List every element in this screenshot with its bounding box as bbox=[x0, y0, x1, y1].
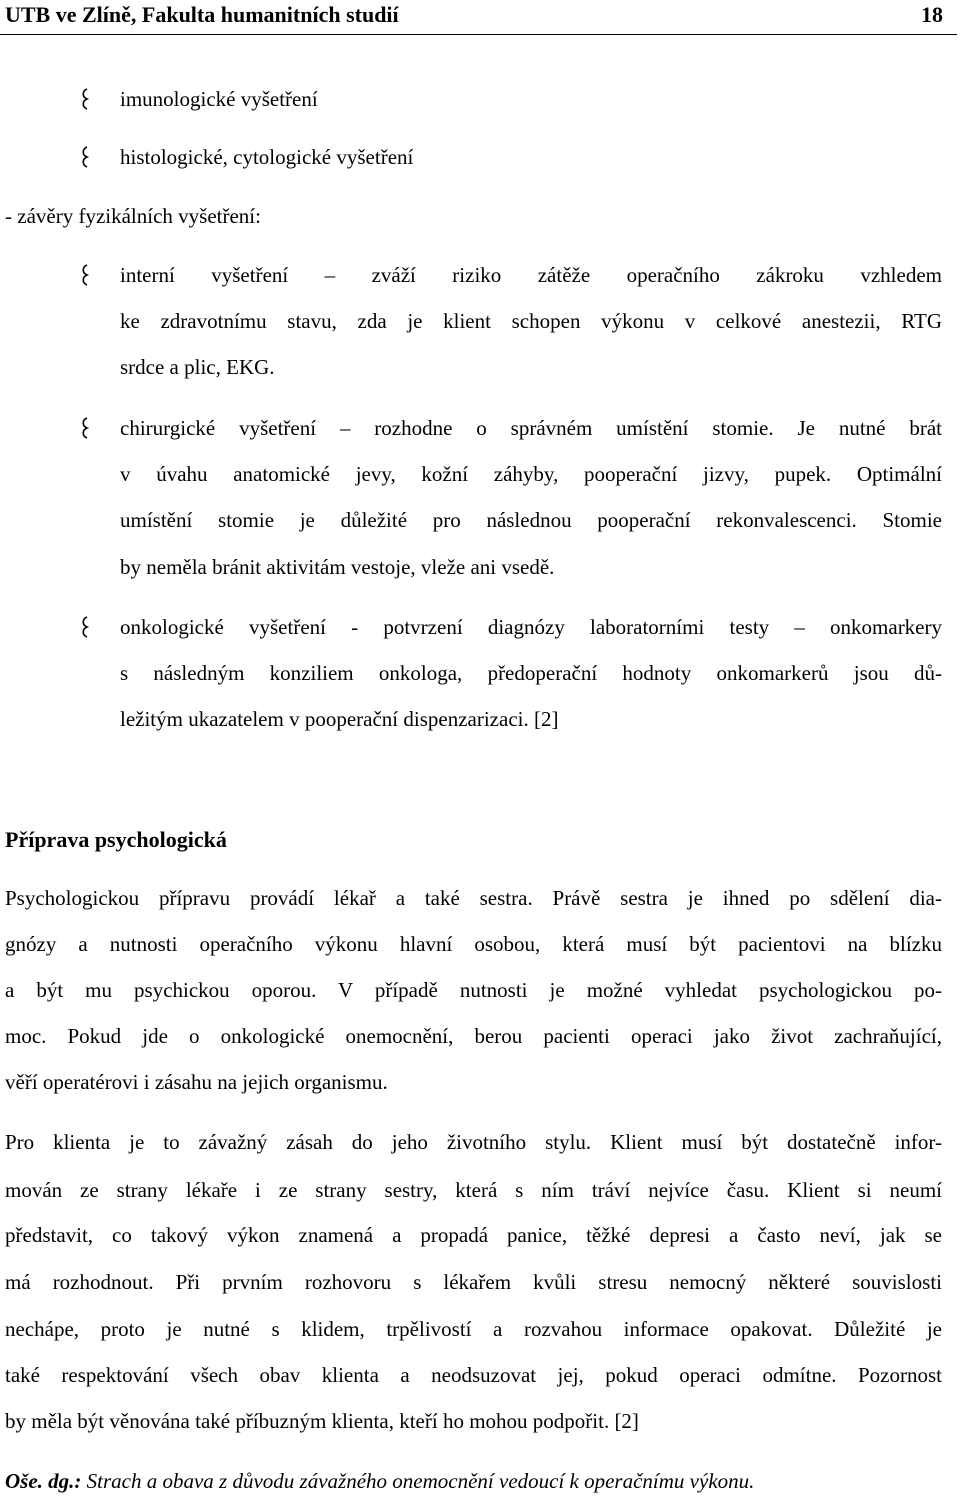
list-item-line: onkologické vyšetření - potvrzení diagnózy laboratorními testy – onkomarkery bbox=[120, 615, 942, 639]
paragraph-line: také respektování všech obav klienta a neodsuzovat jej, pokud operaci odmítne. Pozornost bbox=[5, 1363, 942, 1387]
paragraph-line: a být mu psychickou oporou. V případě nutnosti je možné vyhledat psychologickou po- bbox=[5, 978, 942, 1002]
header-title: UTB ve Zlíně, Fakulta humanitních studií bbox=[5, 2, 399, 27]
list-item-line: chirurgické vyšetření – rozhodne o správném umístění stomie. Je nutné brát bbox=[120, 416, 942, 440]
section-bullet-icon bbox=[78, 415, 92, 441]
page-header bbox=[0, 0, 957, 35]
section-heading: Příprava psychologická bbox=[5, 827, 227, 852]
paragraph-line: gnózy a nutnosti operačního výkonu hlavní osobou, která musí být pacientovi na blízku bbox=[5, 932, 942, 956]
list-item-line: umístění stomie je důležité pro následnou pooperační rekonvalescenci. Stomie bbox=[120, 508, 942, 532]
paragraph-line: by měla být věnována také příbuzným klienta, kteří ho mohou podpořit. [2] bbox=[5, 1409, 639, 1433]
section-bullet-icon bbox=[78, 144, 92, 170]
list-item-line: interní vyšetření – zváží riziko zátěže operačního zákroku vzhledem bbox=[120, 263, 942, 287]
paragraph-line: představit, co takový výkon znamená a propadá panice, těžké depresi a často neví, jak se bbox=[5, 1223, 942, 1247]
list-item-line: ležitým ukazatelem v pooperační dispenzarizaci. [2] bbox=[120, 707, 559, 731]
list-item: histologické, cytologické vyšetření bbox=[120, 145, 414, 169]
list-item-line: v úvahu anatomické jevy, kožní záhyby, pooperační jizvy, pupek. Optimální bbox=[120, 462, 942, 486]
conclusions-intro: - závěry fyzikálních vyšetření: bbox=[5, 204, 261, 228]
list-item-line: srdce a plic, EKG. bbox=[120, 355, 275, 379]
paragraph-line: má rozhodnout. Při prvním rozhovoru s lékařem kvůli stresu nemocný některé souvislosti bbox=[5, 1270, 942, 1294]
paragraph-line: Psychologickou přípravu provádí lékař a také sestra. Právě sestra je ihned po sdělení dia- bbox=[5, 886, 942, 910]
section-bullet-icon bbox=[78, 86, 92, 112]
paragraph-line: nechápe, proto je nutné s klidem, trpělivostí a rozvahou informace opakovat. Důležité je bbox=[5, 1317, 942, 1341]
list-item-line: s následným konziliem onkologa, předoperační hodnoty onkomarkerů jsou dů- bbox=[120, 661, 942, 685]
nursing-diagnosis bbox=[5, 1468, 754, 1494]
list-item: imunologické vyšetření bbox=[120, 87, 318, 111]
section-bullet-icon bbox=[78, 614, 92, 640]
paragraph-line: mován ze strany lékaře i ze strany sestry, která s ním tráví nejvíce času. Klient si neumí bbox=[5, 1178, 942, 1202]
nursing-diagnosis-text: Strach a obava z důvodu závažného onemocnění vedoucí k operačnímu výkonu. bbox=[81, 1469, 755, 1493]
nursing-diagnosis-label: Oše. dg.: bbox=[5, 1469, 82, 1493]
paragraph-line: Pro klienta je to závažný zásah do jeho životního stylu. Klient musí být dostatečně infor- bbox=[5, 1130, 942, 1154]
list-item-line: by neměla bránit aktivitám vestoje, vleže ani vsedě. bbox=[120, 555, 555, 579]
page-number: 18 bbox=[921, 2, 943, 27]
paragraph-line: moc. Pokud jde o onkologické onemocnění, berou pacienti operaci jako život zachraňující, bbox=[5, 1024, 942, 1048]
list-item-line: ke zdravotnímu stavu, zda je klient schopen výkonu v celkové anestezii, RTG bbox=[120, 309, 942, 333]
paragraph-line: věří operatérovi i zásahu na jejich organismu. bbox=[5, 1070, 388, 1094]
section-bullet-icon bbox=[78, 262, 92, 288]
